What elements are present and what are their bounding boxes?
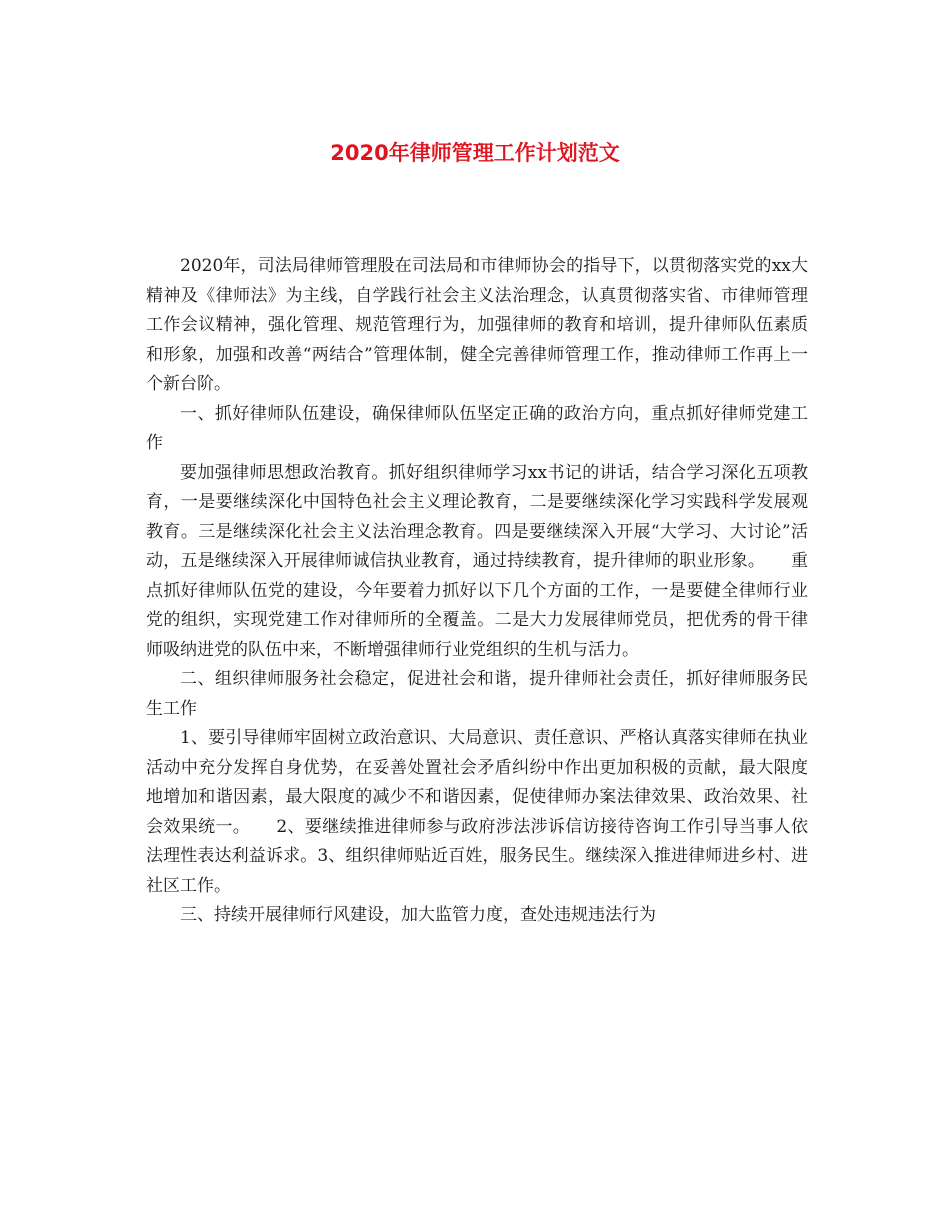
paragraph-section-1-heading: 一、抓好律师队伍建设，确保律师队伍坚定正确的政治方向，重点抓好律师党建工作 (146, 403, 808, 453)
document-body (146, 252, 808, 931)
paragraph-intro: 2020年，司法局律师管理股在司法局和市律师协会的指导下，以贯彻落实党的xx大精神及《律师法》为主线，自学践行社会主义法治理念，认真贯彻落实省、市律师管理工作会议精神，强化管理、规范管理行为，加强律师的教育和培训，提升律师队伍素质和形象，加强和改善“两结合”管理体制，健全完善律师管理工作，推动律师工作再上一个新台阶。 (146, 256, 808, 394)
document-title: 2020年律师管理工作计划范文 (330, 141, 620, 165)
paragraph-section-3-heading: 三、持续开展律师行风建设，加大监管力度，查处违规违法行为 (180, 905, 656, 925)
paragraph-section-1-body: 要加强律师思想政治教育。抓好组织律师学习xx书记的讲话，结合学习深化五项教育，一是要继续深化中国特色社会主义理论教育，二是要继续深化学习实践科学发展观教育。三是继续深化社会主义法治理念教育。四是要继续深入开展“大学习、大讨论”活动，五是继续深入开展律师诚信执业教育，通过持续教育，提升律师的职业形象。 重点抓好律师队伍党的建设，今年要着力抓好以下几个方面的工作，一是要健全律师行业党的组织，实现党建工作对律师所的全覆盖。二是大力发展律师党员，把优秀的骨干律师吸纳进党的队伍中来，不断增强律师行业党组织的生机与活力。 (146, 462, 808, 660)
paragraph-section-2-body: 1、要引导律师牢固树立政治意识、大局意识、责任意识、严格认真落实律师在执业活动中充分发挥自身优势，在妥善处置社会矛盾纠纷中作出更加积极的贡献，最大限度地增加和谐因素，最大限度的减少不和谐因素，促使律师办案法律效果、政治效果、社会效果统一。 2、要继续推进律师参与政府涉法涉诉信访接待咨询工作引导当事人依法理性表达利益诉求。3、组织律师贴近百姓，服务民生。继续深入推进律师进乡村、进社区工作。 (146, 728, 808, 896)
paragraph-section-2-heading: 二、组织律师服务社会稳定，促进社会和谐，提升律师社会责任，抓好律师服务民生工作 (146, 669, 808, 719)
